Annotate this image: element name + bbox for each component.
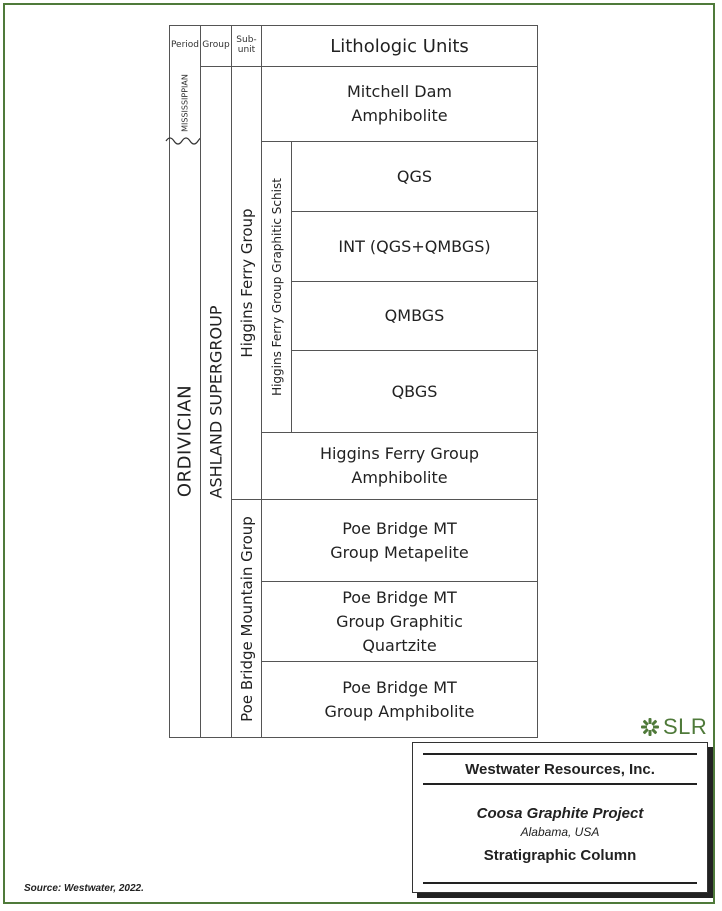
subunit-graphitic-schist: Higgins Ferry Group Graphitic Schist — [261, 141, 292, 433]
unit-qmbgs: QMBGS — [291, 281, 538, 351]
subunit-higgins-ferry: Higgins Ferry Group — [231, 66, 262, 500]
group-ashland-supergroup: ASHLAND SUPERGROUP — [200, 66, 232, 738]
header-lithologic-units: Lithologic Units — [261, 25, 538, 67]
period-mississippian: MISSISSIPPIAN — [180, 74, 190, 132]
header-group: Group — [200, 25, 232, 67]
project-name: Coosa Graphite Project — [476, 805, 644, 822]
unit-mitchell-dam: Mitchell Dam Amphibolite — [261, 66, 538, 142]
unit-qbgs: QBGS — [291, 350, 538, 433]
figure-title: Stratigraphic Column — [483, 847, 637, 864]
unit-qgs: QGS — [291, 141, 538, 212]
slr-logo-icon — [640, 717, 660, 737]
title-block-rule-top — [423, 753, 697, 755]
unit-higgins-ferry-amphibolite: Higgins Ferry Group Amphibolite — [261, 432, 538, 500]
unit-int: INT (QGS+QMBGS) — [291, 211, 538, 282]
title-block — [412, 742, 708, 893]
company-name: Westwater Resources, Inc. — [465, 761, 655, 778]
header-subunit: Sub- unit — [231, 25, 262, 67]
title-block-rule-mid — [423, 783, 697, 785]
slr-logo — [640, 714, 707, 740]
slr-logo-text: SLR — [663, 714, 708, 739]
subunit-poe-bridge: Poe Bridge Mountain Group — [231, 499, 262, 738]
unit-poe-bridge-amphibolite: Poe Bridge MT Group Amphibolite — [261, 661, 538, 738]
header-period: Period — [169, 25, 201, 67]
project-location: Alabama, USA — [520, 825, 600, 839]
unit-poe-bridge-graphitic-quartzite: Poe Bridge MT Group Graphitic Quartzite — [261, 581, 538, 662]
title-block-rule-bottom — [423, 882, 697, 884]
unit-poe-bridge-metapelite: Poe Bridge MT Group Metapelite — [261, 499, 538, 582]
period-ordovician: ORDIVICIAN — [174, 384, 196, 498]
source-note: Source: Westwater, 2022. — [24, 883, 144, 894]
